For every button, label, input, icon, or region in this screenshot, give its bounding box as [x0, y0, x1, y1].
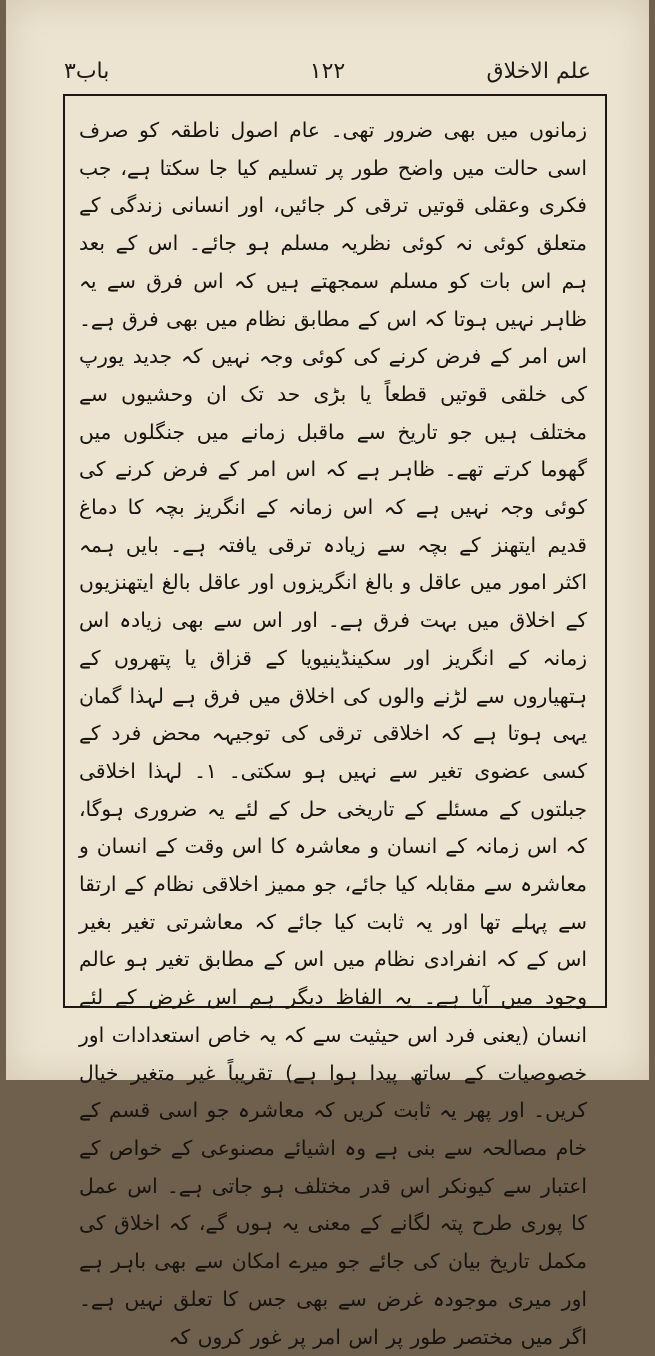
page-header	[64, 52, 591, 92]
page-number: ۱۲۲	[309, 59, 346, 84]
book-title: علم الاخلاق	[486, 59, 591, 84]
chapter-label: باب۳	[64, 59, 110, 84]
text-frame	[63, 94, 607, 1349]
body-text: زمانوں میں بھی ضرور تھی۔ عام اصول ناطقہ کو صرف اسی حالت میں واضح طور پر تسلیم کیا جا سکتا ہے، جب فکری وعقلی قوتیں ترقی کر جائیں، اور انسانی زندگی کے متعلق کوئی نہ کوئی نظریہ مسلم ہو جائے۔ اس کے بعد ہم اس بات کو مسلم سمجھتے ہیں کہ اس فرق سے یہ ظاہر نہیں ہوتا کہ اس کے مطابق نظام میں بھی فرق ہے۔ اس امر کے فرض کرنے کی کوئی وجہ نہیں کہ جدید یورپ کی خلقی قوتیں قطعاً یا بڑی حد تک ان وحشیوں سے مختلف ہیں جو تاریخ سے ماقبل زمانے میں جنگلوں میں گھوما کرتے تھے۔ ظاہر ہے کہ اس امر کے فرض کرنے کی کوئی وجہ نہیں ہے کہ اس زمانہ کے انگریز بچہ کا دماغ قدیم ایتھنز کے بچہ سے زیادہ ترقی یافتہ ہے۔ بایں ہمہ اکثر امور میں عاقل و بالغ انگریزوں اور عاقل بالغ ایتھنزیوں کے اخلاق میں بہت فرق ہے۔ اور اس سے بھی زیادہ اس زمانہ کے انگریز اور سکینڈینیویا کے قزاق یا پتھروں کے ہتھیاروں سے لڑنے والوں کی اخلاق میں فرق ہے لہذا گمان یہی ہوتا ہے کہ اخلاقی ترقی کی توجیہہ محض فرد کے کسی عضوی تغیر سے نہیں ہو سکتی۔ ۱۔ لہذا اخلاقی جبلتوں کے مسئلے کے تاریخی حل کے لئے یہ ضروری ہوگا، کہ اس زمانہ کے انسان و معاشرہ کا اس وقت کے انسان و معاشرہ سے مقابلہ کیا جائے، جو ممیز اخلاقی نظام کے ارتقا سے پہلے تھا اور یہ ثابت کیا جائے کہ معاشرتی تغیر بغیر اس کے کہ انفرادی نظام میں اس کے مطابق تغیر ہو عالم وجود میں آیا ہے۔ یہ الفاظ دیگر ہم اس غرض کے لئے انسان (یعنی فرد اس حیثیت سے کہ یہ خاص استعدادات اور خصوصیات کے ساتھ پیدا ہوا ہے) تقریباً غیر متغیر خیال کریں۔ اور پھر یہ ثابت کریں کہ معاشرہ جو اسی قسم کے خام مصالحہ سے بنی ہے وہ اشیائے مصنوعی کے خواص کے اعتبار سے کیونکر اس قدر مختلف ہو جاتی ہے۔ اس عمل کا پوری طرح پتہ لگانے کے معنی یہ ہوں گے، کہ اخلاق کی مکمل تاریخ بیان کی جائے جو میرے امکان سے بھی باہر ہے اور میری موجودہ غرض سے بھی جس کا تعلق نہیں ہے۔ اگر میں مختصر طور پر اس امر پر غور کروں کہ	[79, 118, 587, 1349]
book-page	[6, 0, 649, 1349]
